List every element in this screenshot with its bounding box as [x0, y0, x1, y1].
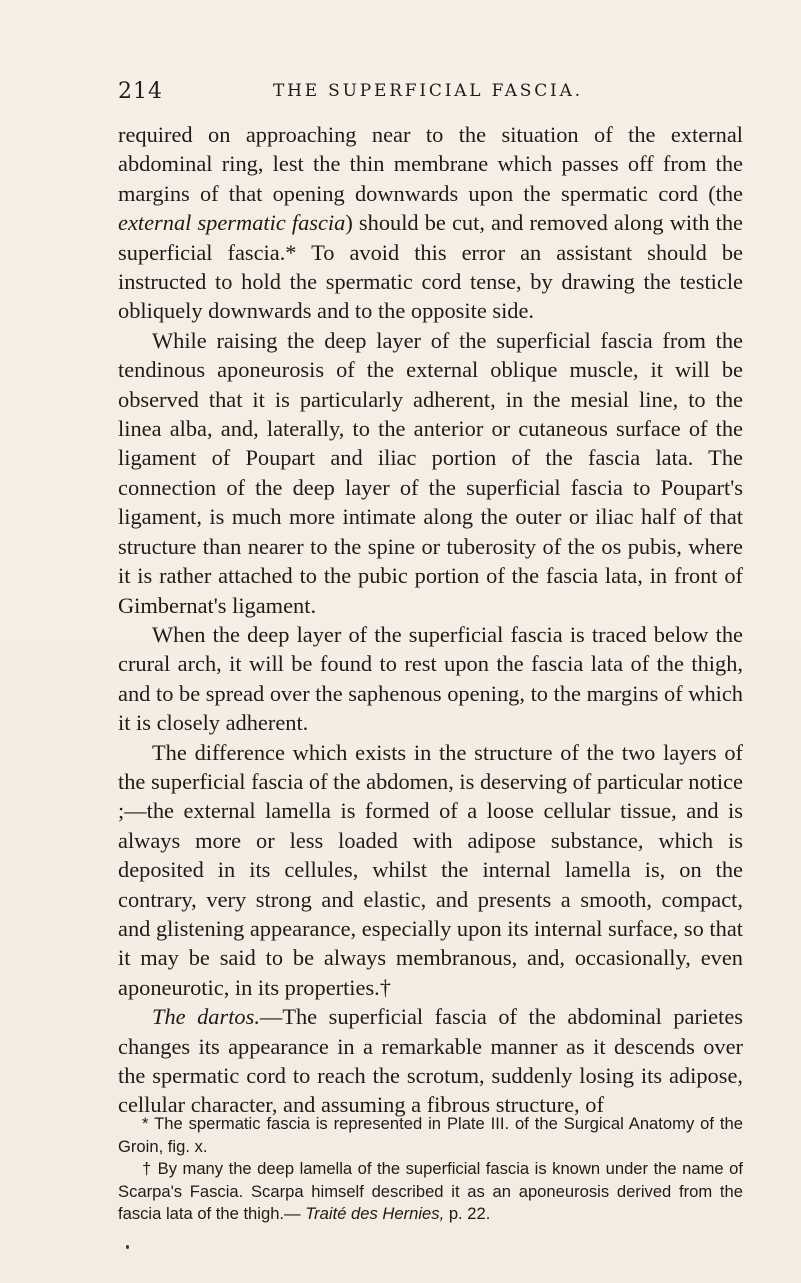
footnote [118, 1158, 743, 1226]
italic-title: Traité des Hernies, [305, 1204, 445, 1223]
italic-term: external spermatic fascia [118, 210, 346, 236]
page-number: 214 [118, 79, 163, 104]
text-run: required on approaching near to the situation of the external abdominal ring, lest the thin membrane which passes off from the margins of that opening downwards upon the spermatic cord (the [118, 122, 743, 206]
section-heading: The dartos. [152, 1004, 260, 1030]
paragraph [118, 1002, 743, 1120]
text-run: —The superficial fascia of the abdominal parietes changes its appearance in a remarkable manner as it descends over the spermatic cord to reach the scrotum, suddenly losing its adipose, cellular character, and assuming a fibrous structure, of [118, 1004, 743, 1118]
paragraph [118, 120, 743, 326]
body-text [118, 120, 743, 1120]
text-run: ) should be cut, and removed along with the superficial fascia.* To avoid this error an assistant should be instructed to hold the spermatic cord tense, by drawing the testicle obliquely downwards and to the opposite side. [118, 210, 743, 324]
paragraph: The difference which exists in the structure of the two layers of the superficial fascia of the abdomen, is deserving of particular notice ;—the external lamella is formed of a loose cellular tissue, and is always more or less loaded with adipose substance, which is deposited in its cellules, whilst the internal lamella is, on the contrary, very strong and elastic, and presents a smooth, compact, and glistening appearance, especially upon its internal surface, so that it may be said to be always membranous, and, occasionally, even aponeurotic, in its properties.† [118, 739, 743, 1000]
paragraph: While raising the deep layer of the superficial fascia from the tendinous aponeurosis of the external oblique muscle, it will be observed that it is particularly adherent, in the mesial line, to the linea alba, and, laterally, to the anterior or cutaneous surface of the ligament of Poupart and iliac portion of the fascia lata. The connection of the deep layer of the superficial fascia to Poupart's ligament, is much more intimate along the outer or iliac half of that structure than nearer to the spine or tuberosity of the os pubis, where it is rather attached to the pubic portion of the fascia lata, in front of Gimbernat's ligament. [118, 327, 743, 618]
page-header [118, 79, 741, 109]
text-run: p. 22. [444, 1204, 491, 1223]
paragraph: When the deep layer of the superficial fascia is traced below the crural arch, it will be found to rest upon the fascia lata of the thigh, and to be spread over the saphenous opening, to the margins of which it is closely adherent. [118, 621, 743, 736]
running-title: THE SUPERFICIAL FASCIA. [273, 81, 583, 101]
ink-speck [126, 1245, 129, 1249]
footnotes [118, 1113, 743, 1226]
text-run: † By many the deep lamella of the superficial fascia is known under the name of Scarpa's Fascia. Scarpa himself described it as an aponeurosis derived from the fascia lata of the thigh.— [118, 1159, 743, 1223]
footnote: * The spermatic fascia is represented in Plate III. of the Surgical Anatomy of the Groin, fig. x. [118, 1114, 743, 1156]
